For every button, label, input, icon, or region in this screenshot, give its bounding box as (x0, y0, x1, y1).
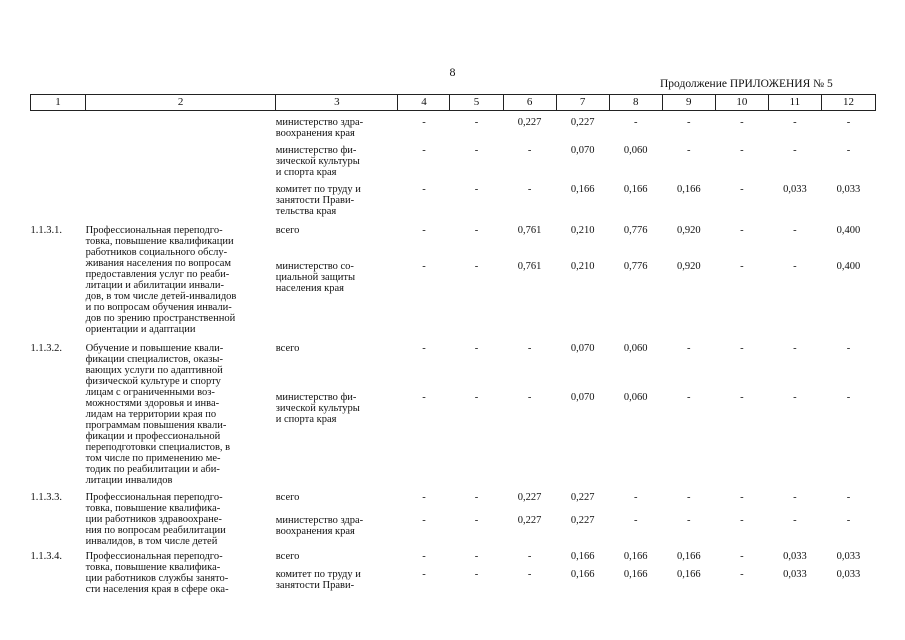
value-cell: 0,776 (623, 225, 648, 236)
value-cell: - (422, 492, 426, 503)
value-cell: 0,070 (570, 391, 595, 403)
value-cell: - (687, 492, 691, 503)
value-cell: - (740, 117, 744, 128)
row-code: 1.1.3.4. (30, 551, 62, 562)
value-cell: 0,166 (676, 569, 701, 581)
description-line: Профессиональная переподго- (85, 551, 223, 562)
description-line: дов по зрению пространственной (85, 313, 236, 324)
value-cell: 0,761 (517, 225, 542, 236)
description-line: ции работников здравоохране- (85, 514, 222, 525)
description-line: Обучение и повышение квали- (85, 343, 224, 354)
value-cell: 0,761 (517, 261, 542, 272)
value-cell: 0,776 (623, 261, 648, 272)
row-description (86, 111, 276, 220)
value-cell: - (793, 225, 797, 236)
description-line: литации инвалидов (85, 475, 173, 486)
source-line: министерство фи- (275, 391, 357, 403)
column-header: 1 (31, 95, 86, 111)
table-row (31, 547, 876, 565)
description-line: инвалидов, в том числе детей (85, 536, 218, 547)
value-cell: - (422, 569, 426, 581)
value-cell: - (422, 261, 426, 272)
description-line: Профессиональная переподго- (85, 225, 223, 236)
column-header: 10 (715, 95, 768, 111)
value-cell: - (527, 343, 532, 354)
value-cell: 0,920 (676, 261, 701, 272)
description-line: дов, в том числе детей-инвалидов (85, 291, 237, 302)
value-cell: - (740, 391, 744, 403)
table-row (31, 486, 876, 511)
description-line: товка, повышение квалификации (85, 236, 234, 247)
description-line: тодик по реабилитации и аби- (85, 464, 220, 475)
description-line: переподготовки специалистов, в (85, 442, 231, 453)
description-line: вающих услуги по адаптивной (85, 365, 223, 376)
source-line: тельства края (275, 206, 337, 217)
value-cell: - (422, 514, 426, 526)
source-line: министерство здра- (275, 514, 364, 526)
column-header: 6 (503, 95, 556, 111)
value-cell: - (740, 225, 744, 236)
value-cell: - (740, 261, 744, 272)
column-header: 11 (768, 95, 821, 111)
funding-source (276, 486, 398, 511)
source-line: и спорта края (275, 413, 337, 425)
value-cell: 0,070 (570, 145, 595, 156)
description-line: программам повышения квали- (85, 420, 227, 431)
source-line: занятости Прави- (275, 195, 355, 206)
value-cell: - (740, 514, 744, 526)
value-cell: - (846, 391, 851, 403)
value-cell: 0,033 (783, 184, 807, 195)
value-cell: - (846, 492, 851, 503)
description-line: физической культуре и спорту (85, 376, 221, 387)
value-cell: - (793, 145, 797, 156)
value-cell: - (793, 261, 797, 272)
value-cell: - (474, 261, 479, 272)
value-cell: 0,920 (676, 225, 701, 236)
description-line: товка, повышение квалифика- (85, 503, 221, 514)
row-description (86, 219, 276, 335)
value-cell: - (846, 343, 851, 354)
value-cell: 0,033 (783, 569, 807, 581)
description-line: работников социального обслу- (85, 247, 228, 258)
row-code: 1.1.3.2. (30, 343, 62, 354)
value-cell: 0,227 (517, 492, 542, 503)
value-cell: - (687, 391, 691, 403)
value-cell: 0,227 (517, 117, 542, 128)
value-cell: - (793, 343, 797, 354)
value-cell: - (793, 391, 797, 403)
source-line: воохранения края (275, 128, 355, 139)
funding-source (276, 141, 398, 180)
value-cell: - (633, 117, 638, 128)
value-cell: - (687, 117, 691, 128)
funding-source (276, 388, 398, 486)
value-cell: - (687, 343, 691, 354)
source-line: министерство здра- (275, 117, 364, 128)
value-cell: - (474, 514, 479, 526)
source-line: занятости Прави- (275, 580, 355, 592)
row-description (86, 335, 276, 486)
value-cell: 0,210 (570, 261, 595, 272)
description-line: литации и абилитации инвали- (85, 280, 225, 291)
value-cell: - (422, 145, 426, 156)
value-cell: - (793, 117, 797, 128)
source-line: зической культуры (275, 156, 360, 167)
description-line: ориентации и адаптации (85, 324, 196, 335)
source-line: зической культуры (275, 402, 360, 414)
funding-source (276, 111, 398, 142)
source-line: населения края (275, 283, 344, 294)
description-line: Профессиональная переподго- (85, 492, 223, 503)
value-cell: 0,400 (836, 261, 861, 272)
value-cell: - (740, 184, 744, 195)
funding-source (276, 219, 398, 257)
value-cell: - (422, 391, 426, 403)
value-cell: 0,033 (836, 569, 861, 581)
value-cell: - (687, 145, 691, 156)
value-cell: - (740, 551, 744, 562)
column-header: 4 (398, 95, 450, 111)
value-cell: - (474, 391, 479, 403)
source-line: комитет по труду и (275, 569, 361, 581)
source-line: циальной защиты (275, 272, 356, 283)
value-cell: 0,166 (676, 184, 701, 195)
table-row (31, 335, 876, 388)
value-cell: 0,033 (836, 184, 861, 195)
description-line: товка, повышение квалифика- (85, 562, 221, 573)
source-line: всего (275, 225, 300, 236)
column-header: 5 (450, 95, 503, 111)
value-cell: - (474, 492, 479, 503)
source-line: и спорта края (275, 167, 337, 178)
value-cell: 0,166 (623, 184, 648, 195)
description-line: ния по вопросам реабилитации (85, 525, 226, 536)
value-cell: 0,210 (570, 225, 595, 236)
funding-source (276, 547, 398, 565)
value-cell: 0,227 (570, 117, 595, 128)
value-cell: - (527, 184, 532, 195)
value-cell: 0,227 (570, 492, 595, 503)
description-line: сти населения края в сфере ока- (85, 584, 229, 595)
value-cell: - (527, 145, 532, 156)
value-cell: - (474, 145, 479, 156)
value-cell: 0,166 (623, 569, 648, 581)
value-cell: - (422, 225, 426, 236)
value-cell: - (846, 145, 851, 156)
funding-source (276, 511, 398, 547)
value-cell: 0,060 (623, 343, 648, 354)
source-line: всего (275, 492, 300, 503)
value-cell: - (527, 551, 532, 562)
value-cell: - (474, 225, 479, 236)
source-line: воохранения края (275, 525, 355, 537)
value-cell: - (740, 569, 744, 581)
value-cell: 0,227 (517, 514, 542, 526)
source-line: всего (275, 551, 300, 562)
value-cell: 0,033 (783, 551, 807, 562)
value-cell: - (740, 343, 744, 354)
row-description (86, 486, 276, 547)
value-cell: - (740, 492, 744, 503)
value-cell: 0,166 (570, 569, 595, 581)
source-line: министерство со- (275, 261, 354, 272)
description-line: том числе по применению ме- (85, 453, 221, 464)
appendix-label: Продолжение ПРИЛОЖЕНИЯ № 5 (660, 78, 833, 90)
value-cell: - (846, 514, 851, 526)
description-line: фикации и профессиональной (85, 431, 221, 442)
description-line: предоставления услуг по реаби- (85, 269, 230, 280)
page-number: 8 (449, 65, 456, 79)
description-line: лидам на территории края по (85, 409, 217, 420)
row-code: 1.1.3.3. (30, 492, 62, 503)
value-cell: 0,166 (570, 184, 595, 195)
column-header: 12 (821, 95, 875, 111)
description-line: можностями здоровья и инва- (85, 398, 220, 409)
value-cell: 0,033 (836, 551, 861, 562)
source-line: всего (275, 343, 300, 354)
funding-source (276, 565, 398, 595)
value-cell: - (474, 184, 479, 195)
value-cell: - (422, 551, 426, 562)
value-cell: - (422, 343, 426, 354)
description-line: фикации специалистов, оказы- (85, 354, 223, 365)
row-description (86, 547, 276, 595)
value-cell: - (633, 514, 638, 526)
value-cell: - (474, 117, 479, 128)
funding-source (276, 335, 398, 388)
funding-source (276, 257, 398, 335)
funding-source (276, 180, 398, 219)
column-header: 2 (86, 95, 276, 111)
value-cell: - (793, 514, 797, 526)
value-cell: 0,227 (570, 514, 595, 526)
value-cell: - (740, 145, 744, 156)
description-line: ции работников службы занято- (85, 573, 229, 584)
row-code: 1.1.3.1. (30, 225, 62, 236)
value-cell: - (846, 117, 851, 128)
table-row (31, 111, 876, 142)
description-line: лицам с ограниченными воз- (85, 387, 215, 398)
value-cell: 0,166 (623, 551, 648, 562)
description-line: живания населения по вопросам (85, 258, 232, 269)
value-cell: - (527, 569, 532, 581)
value-cell: 0,166 (570, 551, 595, 562)
value-cell: - (422, 117, 426, 128)
value-cell: 0,166 (676, 551, 701, 562)
column-header: 7 (556, 95, 609, 111)
row-code (31, 111, 86, 220)
value-cell: 0,070 (570, 343, 595, 354)
value-cell: - (687, 514, 691, 526)
column-header: 3 (276, 95, 398, 111)
value-cell: - (633, 492, 638, 503)
table-body (31, 111, 876, 596)
column-header: 8 (609, 95, 662, 111)
value-cell: 0,060 (623, 145, 648, 156)
column-header: 9 (662, 95, 715, 111)
value-cell: - (474, 551, 479, 562)
value-cell: 0,400 (836, 225, 861, 236)
value-cell: - (793, 492, 797, 503)
budget-table (30, 94, 876, 595)
value-cell: 0,060 (623, 391, 648, 403)
source-line: министерство фи- (275, 145, 357, 156)
value-cell: - (527, 391, 532, 403)
table-row (31, 219, 876, 257)
value-cell: - (474, 343, 479, 354)
source-line: комитет по труду и (275, 184, 361, 195)
value-cell: - (474, 569, 479, 581)
header-row (31, 95, 876, 111)
value-cell: - (422, 184, 426, 195)
description-line: и по вопросам обучения инвали- (85, 302, 232, 313)
